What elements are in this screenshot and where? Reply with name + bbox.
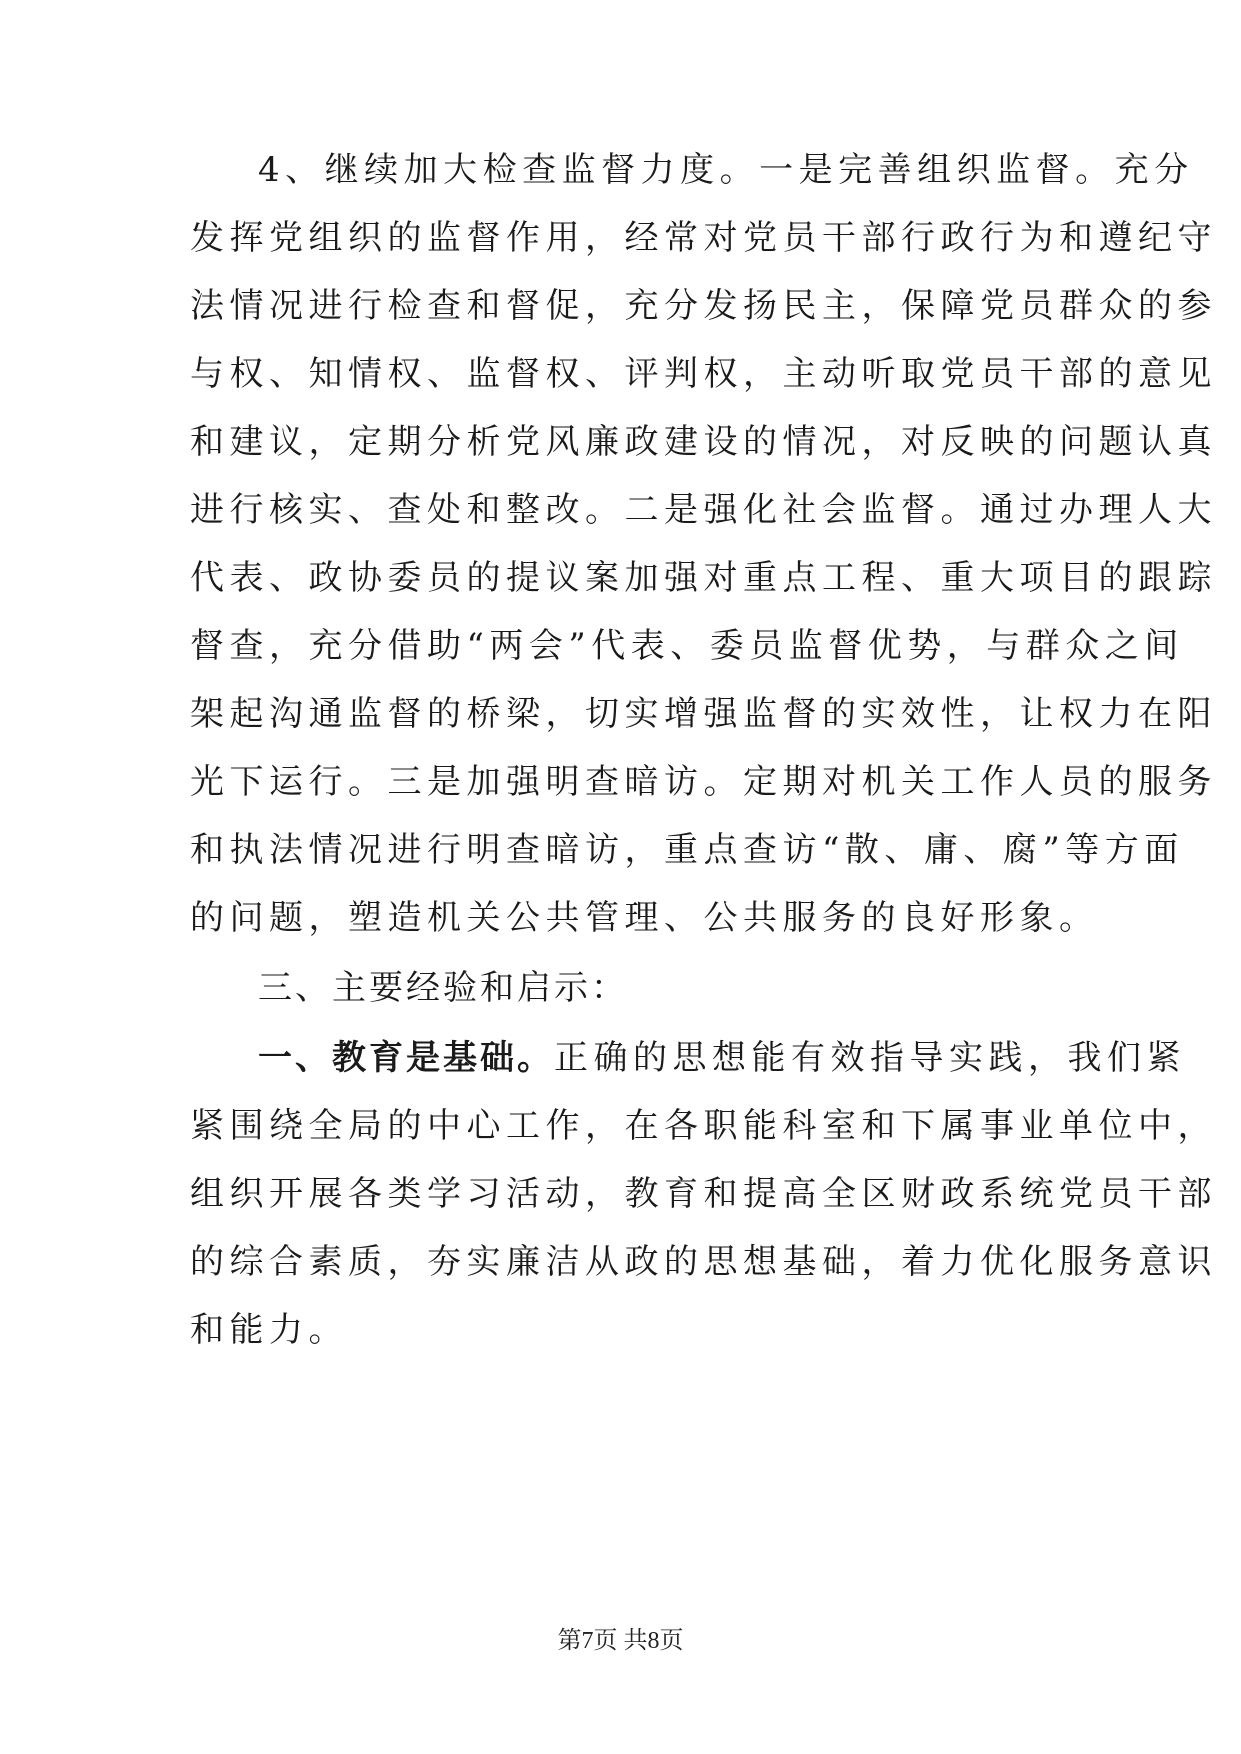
point-1-first-line: [258, 1038, 1186, 1078]
paragraph-line: 组织开展各类学习活动，教育和提高全区财政系统党员干部: [190, 1174, 1217, 1214]
paragraph-line: 光下运行。三是加强明查暗访。定期对机关工作人员的服务: [190, 762, 1217, 802]
paragraph-line: 的问题，塑造机关公共管理、公共服务的良好形象。: [190, 898, 1099, 938]
paragraph-line: 法情况进行检查和督促，充分发扬民主，保障党员群众的参: [190, 286, 1217, 326]
paragraph-line: 和执法情况进行明查暗访，重点查访“散、庸、腐”等方面: [190, 830, 1184, 870]
section-heading: 三、主要经验和启示：: [258, 968, 628, 1008]
paragraph-line: 和能力。: [190, 1310, 348, 1350]
point-1-bold-lead: 一、教育是基础。: [258, 1038, 554, 1078]
paragraph-line: 督查，充分借助“两会”代表、委员监督优势，与群众之间: [190, 626, 1184, 666]
point-1-first-line-text: 正确的思想能有效指导实践，我们紧: [554, 1038, 1186, 1078]
paragraph-line: 紧围绕全局的中心工作，在各职能科室和下属事业单位中，: [190, 1106, 1217, 1146]
paragraph-line: 4、继续加大检查监督力度。一是完善组织监督。充分: [258, 150, 1194, 190]
paragraph-line: 发挥党组织的监督作用，经常对党员干部行政行为和遵纪守: [190, 218, 1217, 258]
paragraph-line: 和建议，定期分析党风廉政建设的情况，对反映的问题认真: [190, 422, 1217, 462]
paragraph-line: 与权、知情权、监督权、评判权，主动听取党员干部的意见: [190, 354, 1217, 394]
paragraph-line: 的综合素质，夯实廉洁从政的思想基础，着力优化服务意识: [190, 1242, 1217, 1282]
paragraph-line: 架起沟通监督的桥梁，切实增强监督的实效性，让权力在阳: [190, 694, 1217, 734]
page-number-footer: 第7页 共8页: [557, 1628, 684, 1654]
paragraph-line: 进行核实、查处和整改。二是强化社会监督。通过办理人大: [190, 490, 1217, 530]
paragraph-line: 代表、政协委员的提议案加强对重点工程、重大项目的跟踪: [190, 558, 1217, 598]
